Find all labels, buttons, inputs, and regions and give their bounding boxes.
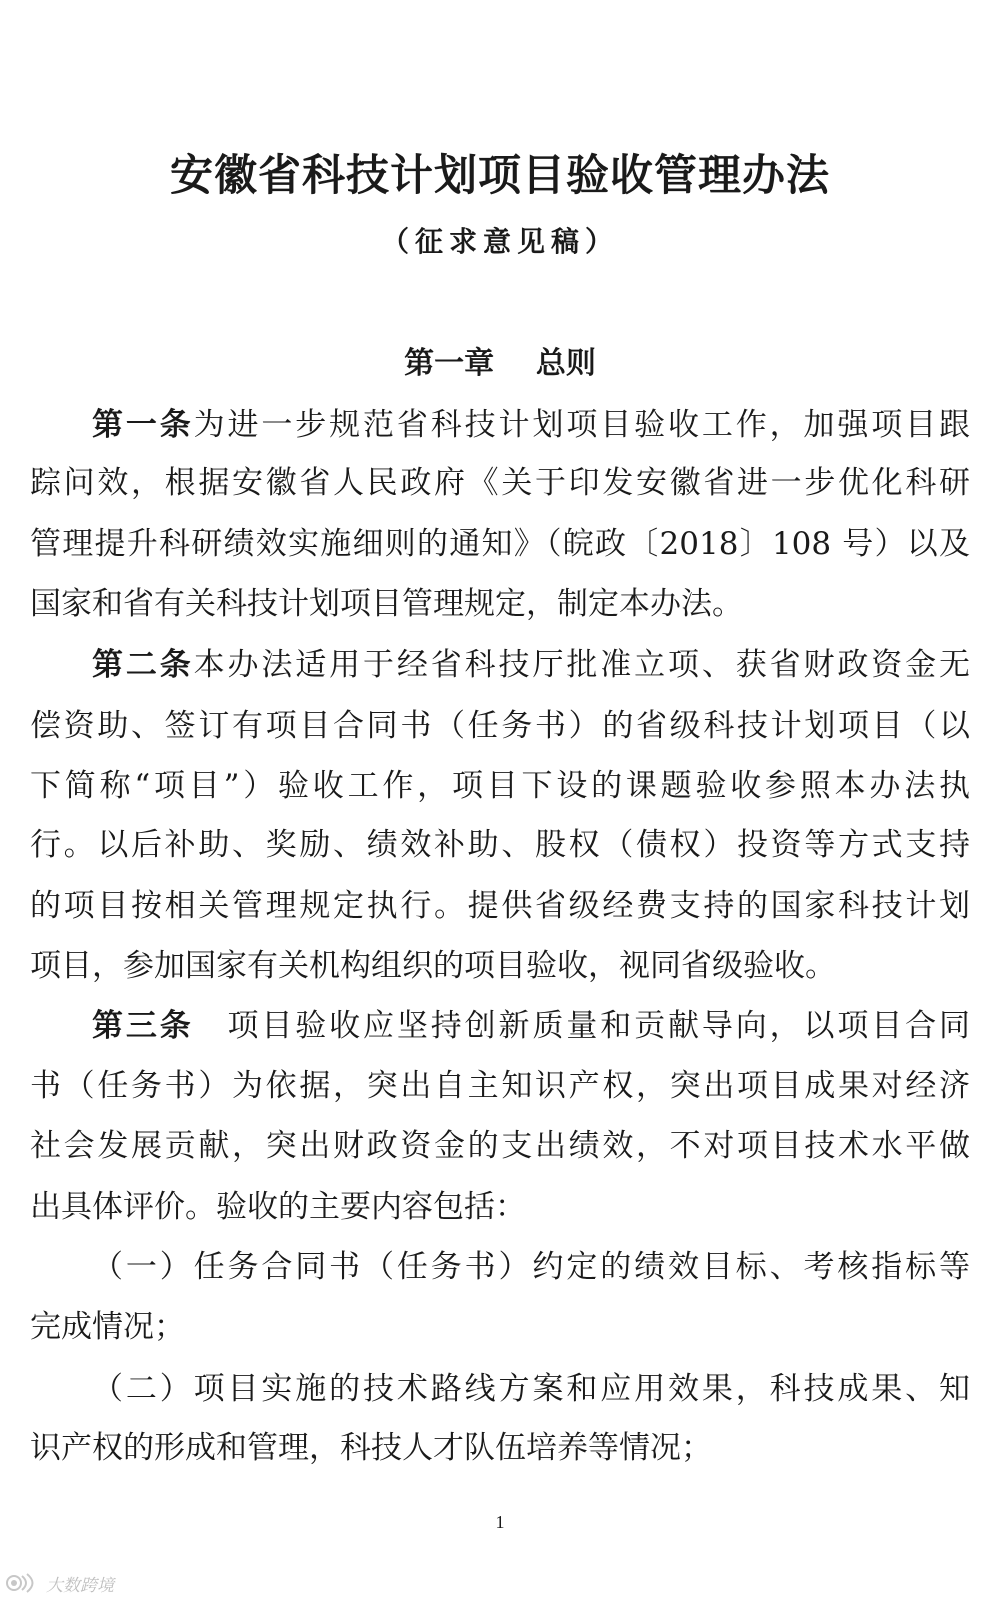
chapter-heading: 第一章 总则 — [404, 346, 596, 381]
article-1-line-3: 管理提升科研绩效实施细则的通知》（皖政〔2018〕108 号）以及 — [30, 526, 970, 562]
item-2-line-1: （二）项目实施的技术路线方案和应用效果，科技成果、知 — [92, 1371, 970, 1407]
item-1-line-2: 完成情况； — [30, 1309, 185, 1345]
article-3-lead: 第三条 — [92, 1008, 194, 1044]
article-2-line-2: 偿资助、签订有项目合同书（任务书）的省级科技计划项目（以 — [30, 708, 970, 744]
item-1-line-1: （一）任务合同书（任务书）约定的绩效目标、考核指标等 — [92, 1249, 970, 1285]
watermark — [6, 1568, 114, 1598]
article-3-line-3: 社会发展贡献，突出财政资金的支出绩效，不对项目技术水平做 — [30, 1128, 970, 1164]
article-1-line-4: 国家和省有关科技计划项目管理规定，制定本办法。 — [30, 586, 743, 622]
article-1-lead: 第一条 — [92, 407, 194, 443]
article-3-text: 项目验收应坚持创新质量和贡献导向，以项目合同 — [193, 1008, 970, 1044]
article-2-line-6: 项目，参加国家有关机构组织的项目验收，视同省级验收。 — [30, 948, 836, 984]
article-3-line-1 — [92, 999, 970, 1053]
watermark-text: 大数跨境 — [46, 1575, 114, 1596]
article-3-line-4: 出具体评价。验收的主要内容包括： — [30, 1189, 526, 1225]
article-1-line-1 — [92, 398, 970, 452]
document-subtitle: （征求意见稿） — [380, 225, 619, 258]
article-2-line-4: 行。以后补助、奖励、绩效补助、股权（债权）投资等方式支持 — [30, 827, 970, 863]
page-number: 1 — [495, 1512, 505, 1532]
document-title: 安徽省科技计划项目验收管理办法 — [170, 151, 830, 201]
article-2-text: 本办法适用于经省科技厅批准立项、获省财政资金无 — [193, 647, 970, 683]
article-2-lead: 第二条 — [92, 647, 194, 683]
article-2-line-5: 的项目按相关管理规定执行。提供省级经费支持的国家科技计划 — [30, 888, 970, 924]
article-2-line-1 — [92, 638, 970, 692]
item-2-line-2: 识产权的形成和管理，科技人才队伍培养等情况； — [30, 1430, 712, 1466]
article-1-line-2: 踪问效，根据安徽省人民政府《关于印发安徽省进一步优化科研 — [30, 465, 970, 501]
article-2-line-3: 下简称“项目”）验收工作，项目下设的课题验收参照本办法执 — [30, 768, 970, 804]
article-1-text: 为进一步规范省科技计划项目验收工作，加强项目跟 — [193, 407, 970, 443]
article-3-line-2: 书（任务书）为依据，突出自主知识产权，突出项目成果对经济 — [30, 1068, 970, 1104]
logo-icon — [6, 1572, 40, 1594]
